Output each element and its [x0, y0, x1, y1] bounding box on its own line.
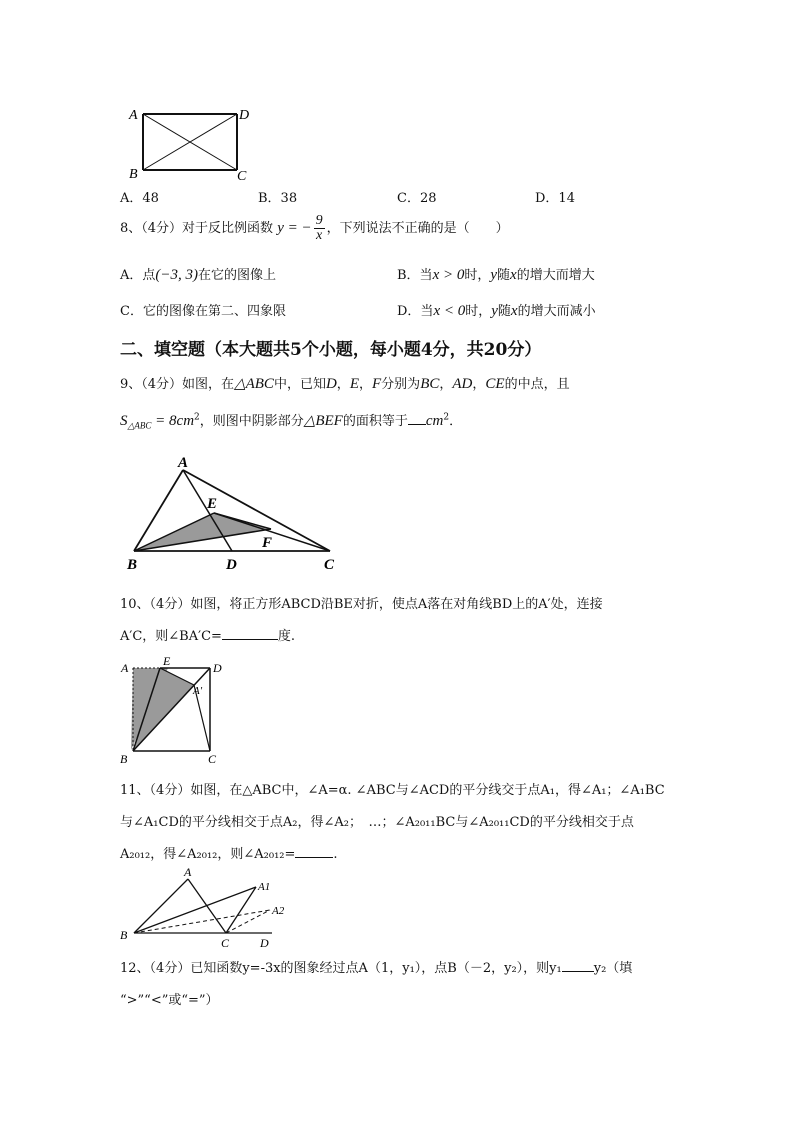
q8-option-b: B．当x > 0时，y随x的增大而增大 [397, 267, 595, 283]
q12-number: 12、（4分） [120, 961, 191, 976]
label-a-prime: A′ [193, 685, 203, 697]
q11-line-3: A₂₀₁₂，得∠A₂₀₁₂，则∠A₂₀₁₂= . [120, 847, 338, 862]
label-a: A [184, 865, 192, 879]
section-title: 二、填空题（本大题共5个小题，每小题4分，共20分） [120, 340, 542, 360]
q10-line-2: A′C，则∠BA′C= 度. [120, 629, 296, 644]
label-d: D [226, 557, 237, 573]
q8-option-a: A．点(−3, 3)在它的图像上 [120, 267, 277, 283]
label-f: F [262, 535, 273, 551]
q8-fraction: $\frac{9}{x}$ [315, 213, 323, 243]
label-c: C [324, 557, 335, 573]
q8-number: 8、（4分） [120, 221, 183, 236]
label-c: C [208, 752, 217, 766]
q7-option-c: C．28 [397, 191, 437, 206]
q8-option-c: C．它的图像在第二、四象限 [120, 304, 286, 319]
q11-line-1: 11、（4分）如图，在△ABC中，∠A=α. ∠ABC与∠ACD的平分线交于点A₁，得∠A₁；∠A₁BC [120, 783, 665, 798]
label-d: D [260, 936, 269, 950]
q9-line-1: 9、（4分）如图，在△ABC中，已知D，E，F分别为BC，AD，CE的中点，且 [120, 376, 570, 392]
q12-answer-blank[interactable] [562, 959, 594, 972]
q11-answer-blank[interactable] [295, 845, 333, 858]
q7-option-d: D．14 [535, 191, 575, 206]
label-a: A [129, 108, 138, 123]
q10-answer-blank[interactable] [222, 627, 278, 640]
label-a: A [121, 661, 129, 675]
label-a2: A2 [272, 905, 285, 917]
label-e: E [163, 654, 171, 668]
label-d: D [213, 661, 222, 675]
q9-triangle-figure [122, 452, 352, 577]
label-e: E [207, 496, 218, 512]
q10-square-figure [117, 652, 232, 767]
q9-line-2: $S_{\triangle ABC} = 8cm^2$，则图中阴影部分△BEF的面积等于 $cm^2$． [120, 412, 463, 431]
q10-line-1: 10、（4分）如图，将正方形ABCD沿BE对折，使点A落在对角线BD上的A′处，连接 [120, 597, 603, 612]
q10-number: 10、（4分） [120, 597, 191, 612]
q12-line-1: 12、（4分）已知函数y=-3x的图象经过点A（1，y₁），点B（－2，y₂），则y₁ y₂（填 [120, 961, 633, 976]
q8-stem: 8、（4分）对于反比例函数 y = − $\frac{9}{x}$ ，下列说法不正确的是（ ） [120, 213, 509, 243]
label-c: C [221, 936, 230, 950]
q9-number: 9、（4分） [120, 377, 183, 392]
label-b: B [120, 928, 128, 942]
label-b: B [129, 167, 138, 182]
q11-bisector-figure [117, 865, 292, 950]
q7-rectangle-figure [125, 104, 255, 182]
q8-function: y = − [277, 220, 312, 236]
label-a: A [178, 455, 189, 471]
q7-option-a: A．48 [120, 191, 159, 206]
q11-number: 11、（4分） [120, 783, 191, 798]
q11-line-2: 与∠A₁CD的平分线相交于点A₂，得∠A₂； …；∠A₂₀₁₁BC与∠A₂₀₁₁CD的平分线相交于点 [120, 815, 634, 830]
label-c: C [237, 169, 247, 182]
q7-option-b: B．38 [258, 191, 298, 206]
q12-line-2: “>”“<”或“=”） [120, 993, 219, 1008]
label-b: B [120, 752, 128, 766]
q9-answer-blank[interactable] [408, 412, 426, 425]
q8-option-d: D．当x < 0时，y随x的增大而减小 [397, 303, 596, 319]
label-d: D [239, 108, 250, 123]
label-b: B [127, 557, 138, 573]
label-a1: A1 [258, 881, 271, 893]
